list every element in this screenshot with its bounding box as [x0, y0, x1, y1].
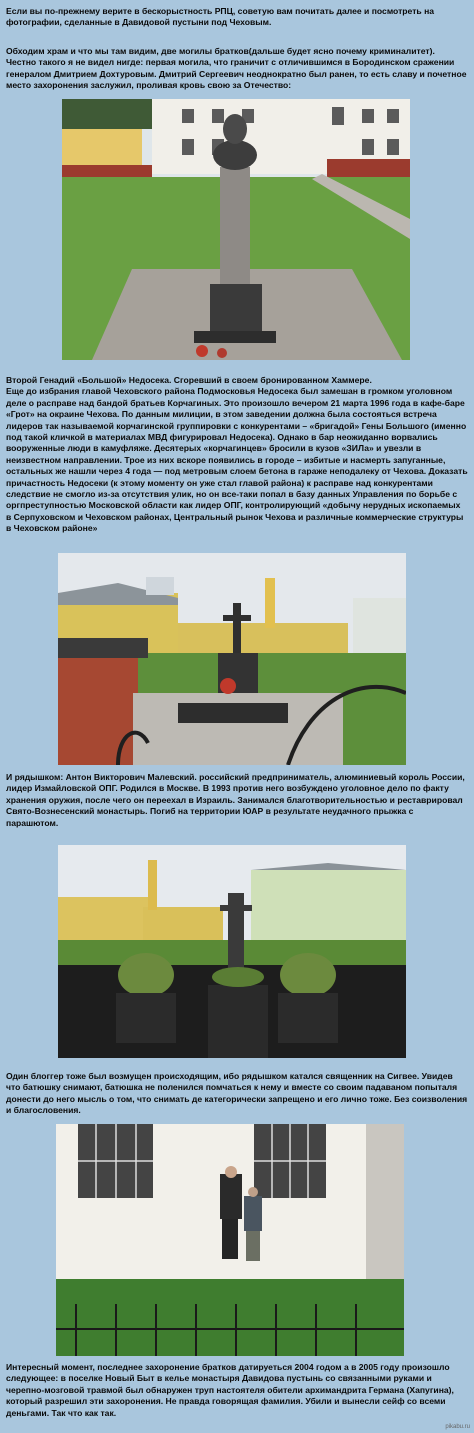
paragraph-blogger: Один блоггер тоже был возмущен происходящим, ибо рядышком катался священник на Сигвее. Увидев что батюшку снимают, батюшка не поленился помчаться к нему и вместе со своим падаваном попыталя донести до него мысль о том, что снимать де категорически запрещено и его лично тоже. Без соизволения и благословения.	[6, 1071, 468, 1116]
photo-priest	[56, 1124, 404, 1356]
paragraph-archimandrite: Интересный момент, последнее захоронение братков датируеться 2004 годом а в 2005 году произошло следующее: в поселке Новый Быт в келье монастыря Давидова пустынь со связанными руками и черепно-мозговой травмой был обнаружен труп настоятеля обители архимандрита Германа (Хапугина), который разрешил эти захоронения. Не правда говорящая фамилия. Убили и вынесли сейф со всеми деньгами. Так что как так.	[6, 1362, 454, 1418]
paragraph-nedoseka: Второй Генадий «Большой» Недосека. Сгоревший в своем бронированном Хаммере. Еще до избрания главой Чеховского района Подмосковья Недосека был замешан в громком уголовном деле о расправе над бандой братьев Корчагиных. Это произошло вечером 21 марта 1996 года в кафе-баре «Грот» на окраине Чехова. По данным милиции, в этом заведении должна была состояться встреча лидеров так называемой корчагинской группировки с конкурентами – «бригадой» Гены Большого (именно под такой кличкой в материалах МВД фигурировал Недосека). Однако в бар неожиданно ворвались вооруженные люди в камуфляже. Десятерых «корчагинцев» бросили в кузов «ЗИЛа» и увезли в неизвестном направлении. Трое из них вскоре появились в городе – избитые и насмерть запуганные, остальных же нашли через 4 года — под метровым слоем бетона в гараже неподалеку от Чехова. Доказать причастность Недосеки (к этому моменту он уже стал главой района) к расправе над конкурентами следствие не смогло из-за отсутствия улик, но он все-таки попал в базу данных Управления по борьбе с оргпреступностью Московской области как лидер ОПГ, контролирующий «добычу нерудных ископаемых в Серпуховском и Чеховском районах, Центральный рынок Чехова и различные коммерческие структуры в Чеховском районе»	[6, 375, 468, 534]
watermark: pikabu.ru	[445, 1424, 470, 1430]
paragraph-malevsky: И рядышком: Антон Викторович Малевский. российский предприниматель, алюминиевый король России, лидер Измайловской ОПГ. Родился в Москве. В 1993 против него возбуждено уголовное дело по факту хранения оружия, после чего он переехал в Израиль. Занимался благотворительностью и реставрировал Свято-Вознесенский монастырь. Погиб на территории ЮАР в результате неудачного прыжка с парашютом.	[6, 772, 465, 828]
photo-bust-monument	[62, 99, 410, 360]
photo-malevsky-memorial	[58, 845, 406, 1058]
photo-nedoseka-grave	[58, 553, 406, 765]
paragraph-intro: Если вы по-прежнему верите в бескорыстность РПЦ, советую вам почитать далее и посмотреть на фотографии, сделанные в Давидовой пустыни под Чеховым.	[6, 6, 435, 28]
paragraph-first-grave: Обходим храм и что мы там видим, две могилы братков(дальше будет ясно почему криминалитет). Честно такого я не видел нигде: первая могила, что граничит с отличившимся в Бородинском сражении генералом Дмитрием Дохтуровым. Дмитрий Сергеевич неоднократно был ранен, то есть славу и почетное место захоронения заслужил, проливая кровь свою за Отечество:	[6, 46, 467, 91]
